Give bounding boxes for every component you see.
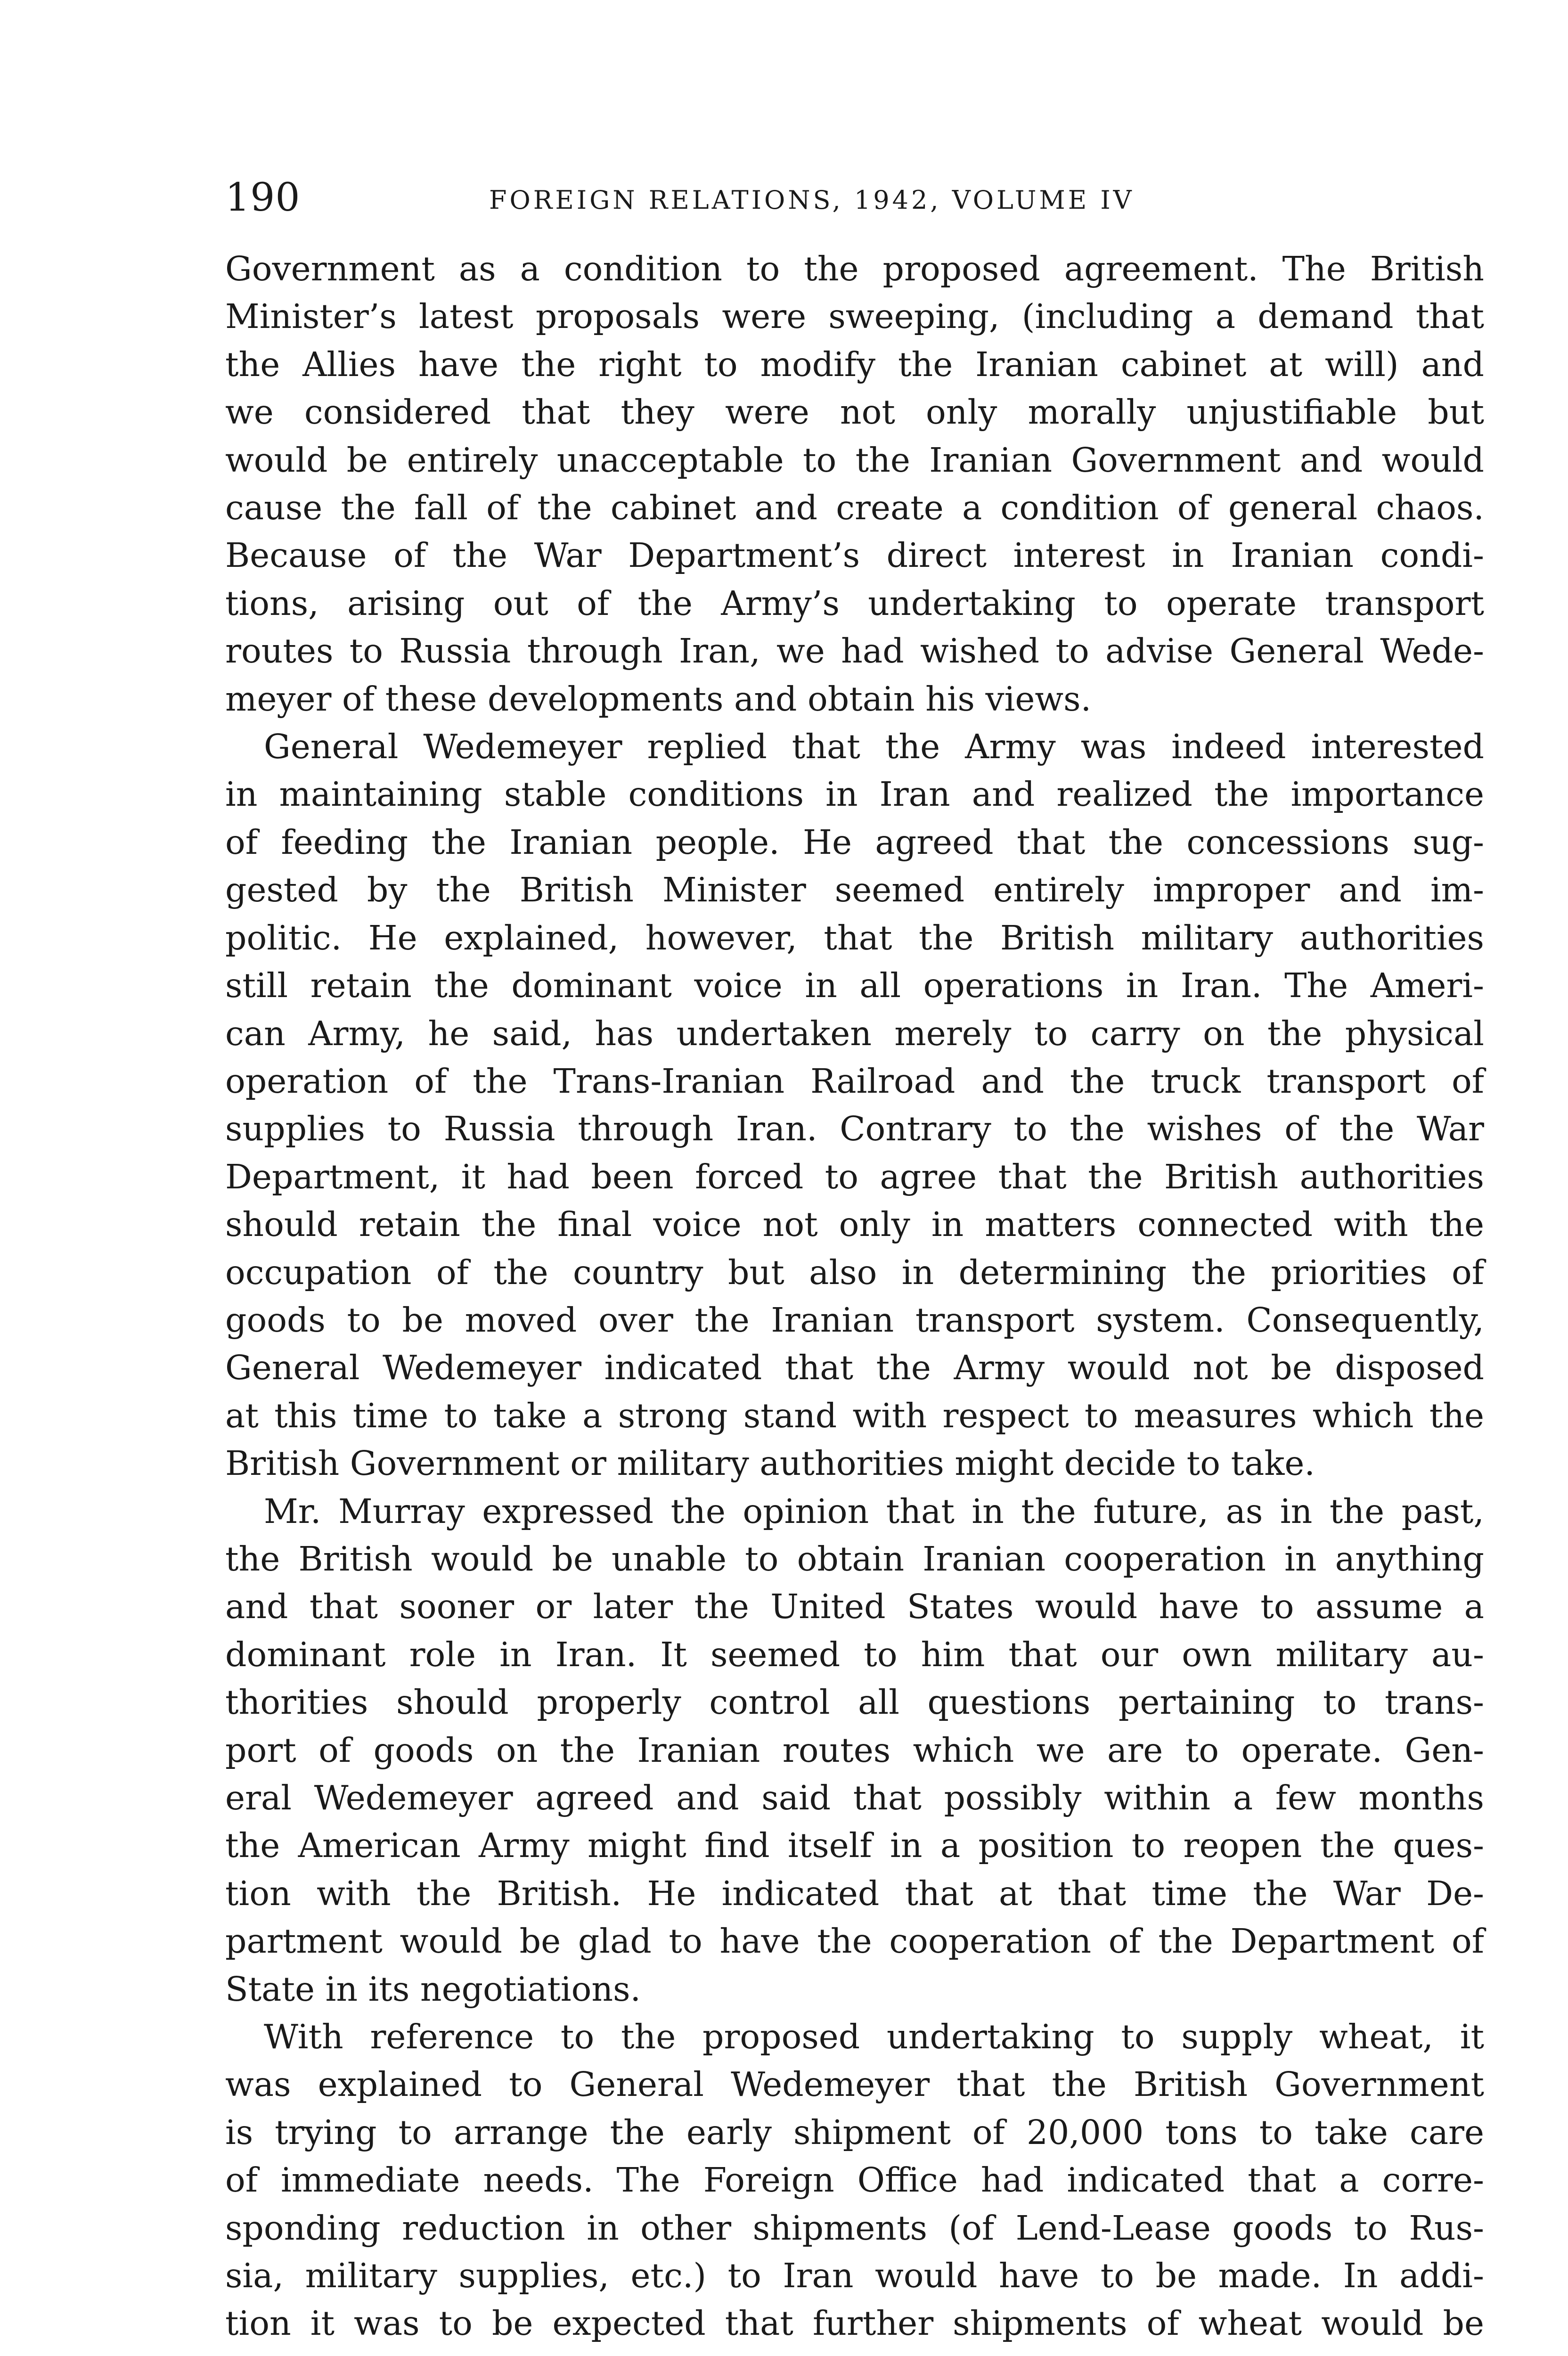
paragraph <box>225 1488 1484 2013</box>
text-line: politic. He explained, however, that the British military authorities <box>225 918 1484 957</box>
text-line: tion with the British. He indicated that at that time the War De- <box>225 1873 1484 1913</box>
text-line: routes to Russia through Iran, we had wished to advise General Wede- <box>225 631 1484 671</box>
text-line: can Army, he said, has undertaken merely to carry on the physical <box>225 1014 1484 1053</box>
text-line: would be entirely unacceptable to the Iranian Government and would <box>225 440 1484 480</box>
text-line: of feeding the Iranian people. He agreed that the concessions sug- <box>225 822 1484 862</box>
paragraph <box>225 245 1484 723</box>
text-line: Because of the War Department’s direct interest in Iranian condi- <box>225 536 1484 575</box>
text-line: at this time to take a strong stand with respect to measures which the <box>225 1396 1484 1435</box>
text-line: sia, military supplies, etc.) to Iran would have to be made. In addi- <box>225 2256 1484 2296</box>
text-line: of immediate needs. The Foreign Office had indicated that a corre- <box>225 2160 1484 2200</box>
paragraph <box>225 723 1484 1488</box>
text-line: and that sooner or later the United States would have to assume a <box>225 1587 1484 1627</box>
text-line: Department, it had been forced to agree that the British authorities <box>225 1157 1484 1196</box>
text-line: occupation of the country but also in determining the priorities of <box>225 1252 1484 1292</box>
text-line: still retain the dominant voice in all operations in Iran. The Ameri- <box>225 966 1484 1006</box>
text-line: port of goods on the Iranian routes which we are to operate. Gen- <box>225 1730 1484 1770</box>
text-line: Government as a condition to the proposed agreement. The British <box>225 249 1484 288</box>
text-line: supplies to Russia through Iran. Contrary to the wishes of the War <box>225 1109 1484 1149</box>
body-text <box>225 245 1484 2348</box>
text-line: the Allies have the right to modify the Iranian cabinet at will) and <box>225 344 1484 384</box>
text-line: in maintaining stable conditions in Iran and realized the importance <box>225 775 1484 814</box>
text-line: we considered that they were not only morally unjustifiable but <box>225 393 1484 432</box>
text-line: thorities should properly control all questions pertaining to trans- <box>225 1683 1484 1722</box>
text-line: With reference to the proposed undertaking to supply wheat, it <box>264 2017 1484 2057</box>
text-line: State in its negotiations. <box>225 1969 641 2009</box>
text-line: Mr. Murray expressed the opinion that in the future, as in the past, <box>264 1491 1484 1531</box>
text-line: tion it was to be expected that further shipments of wheat would be <box>225 2304 1484 2343</box>
text-line: sponding reduction in other shipments (of Lend-Lease goods to Rus- <box>225 2208 1484 2248</box>
running-header <box>225 172 1484 224</box>
text-line: gested by the British Minister seemed entirely improper and im- <box>225 870 1484 910</box>
paragraph <box>225 2013 1484 2348</box>
text-line: General Wedemeyer replied that the Army was indeed interested <box>264 727 1484 767</box>
text-line: General Wedemeyer indicated that the Army would not be disposed <box>225 1348 1484 1388</box>
text-line: partment would be glad to have the cooperation of the Department of <box>225 1922 1484 1961</box>
text-line: should retain the final voice not only in matters connected with the <box>225 1205 1484 1244</box>
text-line: dominant role in Iran. It seemed to him that our own military au- <box>225 1635 1484 1674</box>
text-line: Minister’s latest proposals were sweeping, (including a demand that <box>225 297 1484 336</box>
text-line: is trying to arrange the early shipment of 20,000 tons to take care <box>225 2112 1484 2152</box>
text-line: cause the fall of the cabinet and create a condition of general chaos. <box>225 488 1484 528</box>
text-line: goods to be moved over the Iranian transport system. Consequently, <box>225 1300 1484 1340</box>
text-line: operation of the Trans-Iranian Railroad and the truck transport of <box>225 1061 1484 1101</box>
text-line: the British would be unable to obtain Iranian cooperation in anything <box>225 1539 1484 1579</box>
text-line: tions, arising out of the Army’s undertaking to operate transport <box>225 583 1484 623</box>
text-line: British Government or military authorities might decide to take. <box>225 1444 1315 1483</box>
text-line: eral Wedemeyer agreed and said that possibly within a few months <box>225 1778 1484 1817</box>
text-line: was explained to General Wedemeyer that the British Government <box>225 2065 1484 2104</box>
page-number: 190 <box>225 175 301 220</box>
text-line: meyer of these developments and obtain his views. <box>225 679 1092 719</box>
running-title: FOREIGN RELATIONS, 1942, VOLUME IV <box>489 185 1135 215</box>
text-line: the American Army might find itself in a position to reopen the ques- <box>225 1826 1484 1865</box>
